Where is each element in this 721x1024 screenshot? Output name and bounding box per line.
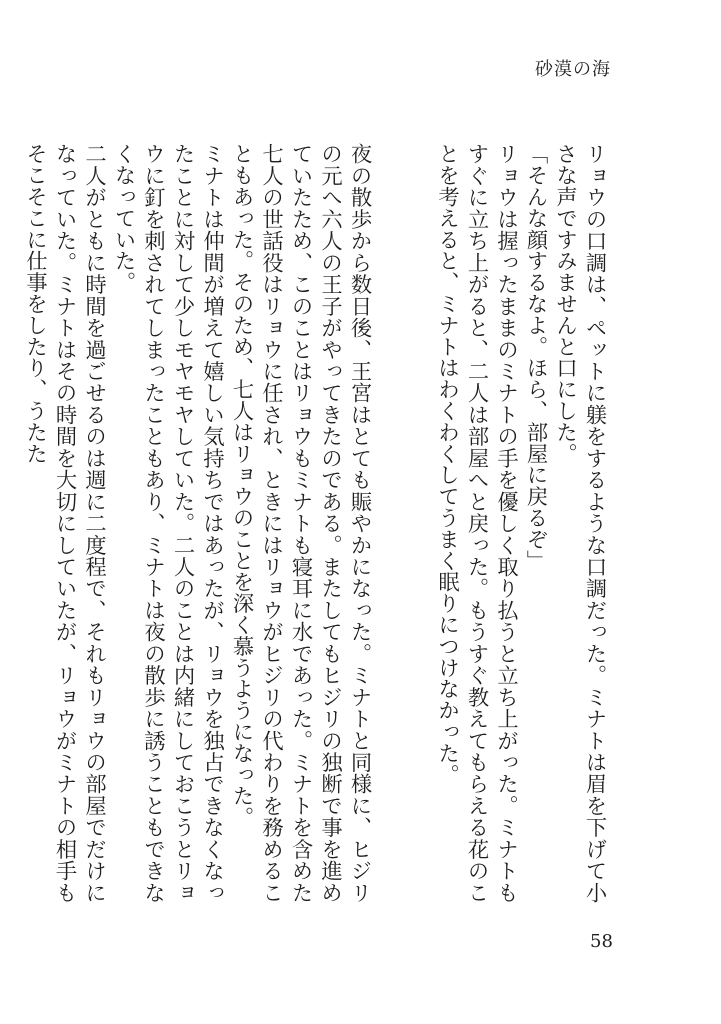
paragraph-dialogue: 「そんな顔するなよ。ほら、部屋に戻るぞ」 bbox=[523, 143, 548, 571]
page-number: 58 bbox=[590, 931, 613, 952]
paragraph: リョウの口調は、ペットに躾をするような口調だった。ミナトは眉を下げて小さな声ですみませんと口にした。 bbox=[552, 143, 607, 903]
paragraph: リョウは握ったままのミナトの手を優しく取り払うと立ち上がった。ミナトもすぐに立ち上がると、二人は部屋へと戻った。もうすぐ教えてもらえる花のことを考えると、ミナトはわくわくしてうまく眠りにつけなかった。 bbox=[434, 143, 519, 903]
vertical-body-text bbox=[22, 143, 609, 903]
section-break bbox=[374, 143, 432, 903]
running-head-title: 砂漠の海 bbox=[535, 59, 611, 80]
paragraph: 夜の散歩から数日後、王宮はとても賑やかになった。ミナトと同様に、ヒジリの元へ六人の王子がやってきたのである。またしてもヒジリの独断で事を進めていたため、このことはリョウもミナトも寝耳に水であった。ミナトを含めた七人の世話役はリョウに任され、ときにはリョウがヒジリの代わりを務めることもあった。そのため、七人はリョウのことを深く慕うようになった。 bbox=[229, 143, 372, 903]
paragraph: ミナトは仲間が増えて嬉しい気持ちではあったが、リョウを独占できなくなったことに対して少しモヤモヤしていた。二人のことは内緒にしておこうとリョウに釘を刺されてしまったこともあり、ミナトは夜の散歩に誘うこともできなくなっていた。 bbox=[111, 143, 225, 903]
paragraph: 二人がともに時間を過ごせるのは週に二度程で、それもリョウの部屋でだけになっていた。ミナトはその時間を大切にしていたが、リョウがミナトの相手もそこそこに仕事をしたり、うたた bbox=[22, 143, 107, 903]
